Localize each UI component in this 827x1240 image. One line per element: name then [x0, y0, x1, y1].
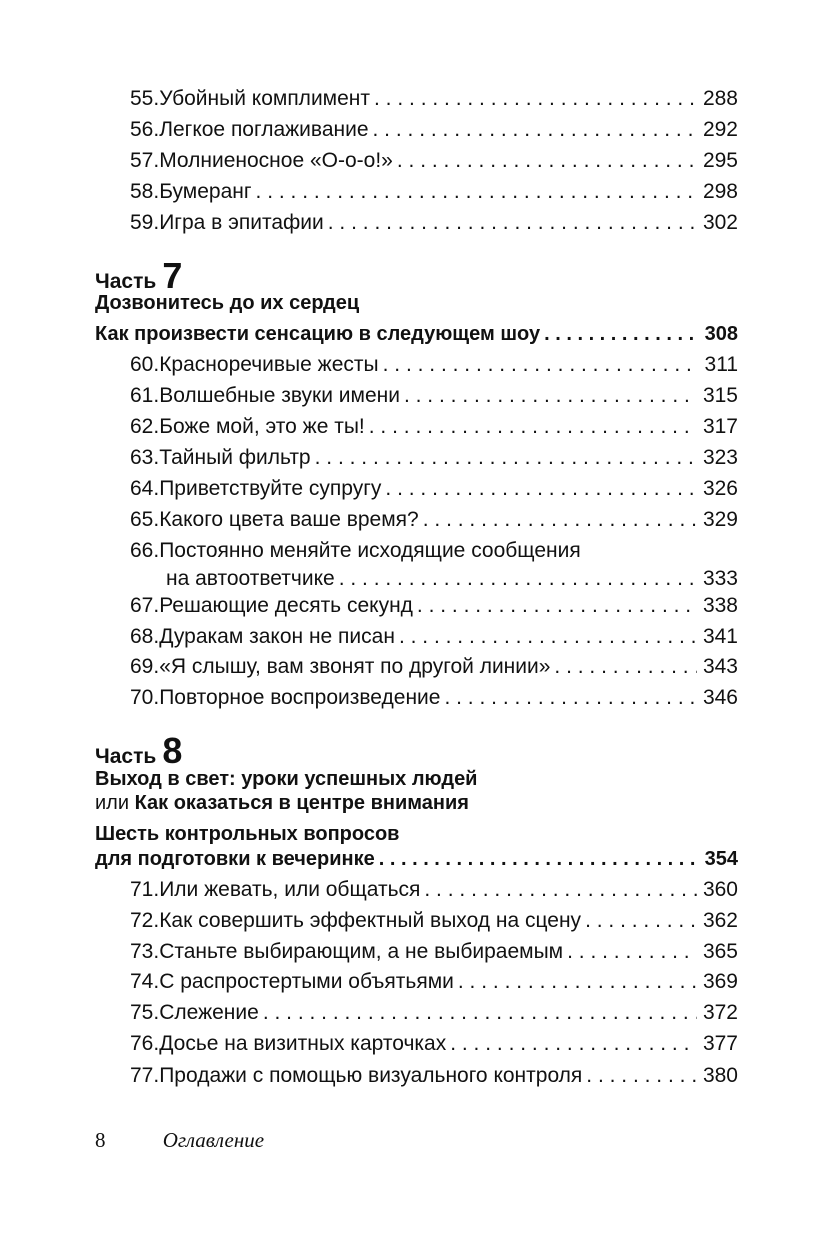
- entry-page: 341: [702, 625, 738, 648]
- toc-entry[interactable]: [130, 149, 738, 173]
- dot-leader: [554, 655, 697, 679]
- section-entry[interactable]: [95, 322, 738, 346]
- entry-title-line1: Постоянно меняйте исходящие сообщения: [159, 539, 581, 562]
- entry-number: 58.: [130, 180, 160, 203]
- toc-entry[interactable]: [130, 1064, 738, 1088]
- dot-leader: [328, 211, 697, 235]
- part-number: 7: [162, 255, 183, 296]
- entry-number: 61.: [130, 384, 160, 407]
- part-label: Часть: [95, 270, 157, 293]
- entry-page: 346: [702, 686, 738, 709]
- part-label: Часть: [95, 745, 157, 768]
- entry-first-line: [130, 539, 581, 563]
- entry-number: 72.: [130, 909, 160, 932]
- entry-title: Решающие десять секунд: [159, 594, 413, 617]
- dot-leader: [397, 149, 697, 173]
- dot-leader: [404, 384, 697, 408]
- entry-number: 74.: [130, 970, 160, 993]
- part-7-title: Дозвонитесь до их сердец: [95, 292, 360, 314]
- entry-title: Убойный комплимент: [159, 87, 371, 110]
- entry-page: 333: [702, 567, 738, 590]
- dot-leader: [417, 594, 697, 618]
- entry-page: 326: [702, 477, 738, 500]
- toc-entry[interactable]: [130, 384, 738, 408]
- entry-page: 338: [702, 594, 738, 617]
- entry-page: 288: [702, 87, 738, 110]
- section-title: Как произвести сенсацию в следующем шоу: [95, 323, 541, 345]
- dot-leader: [586, 1064, 697, 1088]
- entry-title: Станьте выбирающим, а не выбираемым: [159, 940, 564, 963]
- dot-leader: [339, 567, 697, 591]
- entry-title: Или жевать, или общаться: [159, 878, 421, 901]
- dot-leader: [263, 1001, 697, 1025]
- entry-page: 377: [702, 1032, 738, 1055]
- toc-entry[interactable]: [130, 1001, 738, 1025]
- toc-entry[interactable]: [130, 211, 738, 235]
- entry-title: Повторное воспроизведение: [159, 686, 441, 709]
- section-page: 308: [704, 323, 738, 345]
- toc-entry[interactable]: [130, 970, 738, 994]
- toc-entry[interactable]: [130, 87, 738, 111]
- entry-title: «Я слышу, вам звонят по другой линии»: [159, 655, 551, 678]
- entry-number: 66.: [130, 539, 160, 562]
- toc-entry[interactable]: [130, 940, 738, 964]
- section-page: 354: [704, 848, 738, 870]
- entry-title: Приветствуйте супругу: [159, 477, 382, 500]
- dot-leader: [399, 625, 697, 649]
- part-8-title-line1: Выход в свет: уроки успешных людей: [95, 768, 478, 790]
- entry-title: С распростертыми объятьями: [159, 970, 454, 993]
- entry-number: 73.: [130, 940, 160, 963]
- dot-leader: [458, 970, 697, 994]
- entry-number: 70.: [130, 686, 160, 709]
- dot-leader: [374, 87, 697, 111]
- toc-entry[interactable]: [130, 353, 738, 377]
- toc-entry[interactable]: [130, 655, 738, 679]
- entry-page: 302: [702, 211, 738, 234]
- dot-leader: [450, 1032, 697, 1056]
- entry-title: Дуракам закон не писан: [159, 625, 395, 648]
- dot-leader: [315, 446, 697, 470]
- entry-page: 315: [702, 384, 738, 407]
- toc-entry[interactable]: [130, 1032, 738, 1056]
- entry-title: Игра в эпитафии: [159, 211, 324, 234]
- toc-entry[interactable]: [130, 594, 738, 618]
- entry-page: 295: [702, 149, 738, 172]
- section-title-line2: для подготовки к вечеринке: [95, 848, 375, 870]
- entry-number: 59.: [130, 211, 160, 234]
- entry-page: 362: [702, 909, 738, 932]
- dot-leader: [379, 847, 701, 871]
- entry-number: 63.: [130, 446, 160, 469]
- toc-entry[interactable]: [130, 446, 738, 470]
- toc-entry[interactable]: [130, 415, 738, 439]
- toc-entry[interactable]: [130, 878, 738, 902]
- dot-leader: [369, 415, 697, 439]
- entry-number: 69.: [130, 655, 160, 678]
- entry-title: Какого цвета ваше время?: [159, 508, 419, 531]
- title-alt: Как оказаться в центре внимания: [134, 792, 469, 814]
- entry-number: 55.: [130, 87, 160, 110]
- entry-title: Красноречивые жесты: [159, 353, 379, 376]
- entry-page: 380: [702, 1064, 738, 1087]
- dot-leader: [373, 118, 697, 142]
- entry-number: 65.: [130, 508, 160, 531]
- toc-entry[interactable]: [130, 118, 738, 142]
- dot-leader: [385, 477, 697, 501]
- toc-entry[interactable]: [130, 477, 738, 501]
- entry-title: Молниеносное «О-о-о!»: [159, 149, 393, 172]
- title-or: или: [95, 792, 130, 814]
- entry-page: 365: [702, 940, 738, 963]
- toc-entry[interactable]: [130, 625, 738, 649]
- entry-number: 57.: [130, 149, 160, 172]
- entry-title: Легкое поглаживание: [159, 118, 369, 141]
- entry-number: 64.: [130, 477, 160, 500]
- dot-leader: [585, 909, 697, 933]
- section-entry[interactable]: [95, 847, 738, 871]
- entry-number: 56.: [130, 118, 160, 141]
- entry-number: 71.: [130, 878, 160, 901]
- page-footer: [95, 1128, 264, 1153]
- entry-page: 343: [702, 655, 738, 678]
- entry-page: 329: [702, 508, 738, 531]
- entry-page: 317: [702, 415, 738, 438]
- entry-page: 372: [702, 1001, 738, 1024]
- dot-leader: [567, 940, 697, 964]
- entry-title: Досье на визитных карточках: [159, 1032, 447, 1055]
- entry-number: 77.: [130, 1064, 160, 1087]
- entry-title-line2: на автоответчике: [166, 567, 335, 590]
- toc-entry[interactable]: [130, 909, 738, 933]
- dot-leader: [444, 686, 696, 710]
- entry-number: 75.: [130, 1001, 160, 1024]
- entry-number: 67.: [130, 594, 160, 617]
- entry-number: 76.: [130, 1032, 160, 1055]
- entry-page: 298: [702, 180, 738, 203]
- section-title-line1: Шесть контрольных вопросов: [95, 823, 400, 845]
- dot-leader: [383, 353, 699, 377]
- entry-page: 360: [702, 878, 738, 901]
- part-8-heading: [95, 730, 183, 771]
- dot-leader: [423, 508, 697, 532]
- entry-title: Продажи с помощью визуального контроля: [159, 1064, 583, 1087]
- footer-page-number: 8: [95, 1128, 106, 1152]
- entry-page: 369: [702, 970, 738, 993]
- entry-page: 323: [702, 446, 738, 469]
- entry-number: 62.: [130, 415, 160, 438]
- dot-leader: [544, 322, 701, 346]
- part-8-title-line2: [95, 791, 469, 815]
- footer-title: Оглавление: [162, 1128, 265, 1152]
- entry-title: Боже мой, это же ты!: [159, 415, 365, 438]
- toc-entry[interactable]: [130, 508, 738, 532]
- toc-entry[interactable]: [130, 180, 738, 204]
- toc-entry[interactable]: [130, 539, 738, 591]
- part-number: 8: [162, 730, 183, 771]
- toc-entry[interactable]: [130, 686, 738, 710]
- dot-leader: [424, 878, 697, 902]
- entry-title: Бумеранг: [159, 180, 252, 203]
- dot-leader: [256, 180, 697, 204]
- entry-title: Как совершить эффектный выход на сцену: [159, 909, 582, 932]
- entry-title: Слежение: [159, 1001, 259, 1024]
- entry-title: Тайный фильтр: [159, 446, 311, 469]
- part-7-heading: [95, 255, 183, 296]
- entry-page: 311: [704, 353, 738, 376]
- entry-title: Волшебные звуки имени: [159, 384, 400, 407]
- entry-number: 60.: [130, 353, 160, 376]
- entry-number: 68.: [130, 625, 160, 648]
- entry-page: 292: [702, 118, 738, 141]
